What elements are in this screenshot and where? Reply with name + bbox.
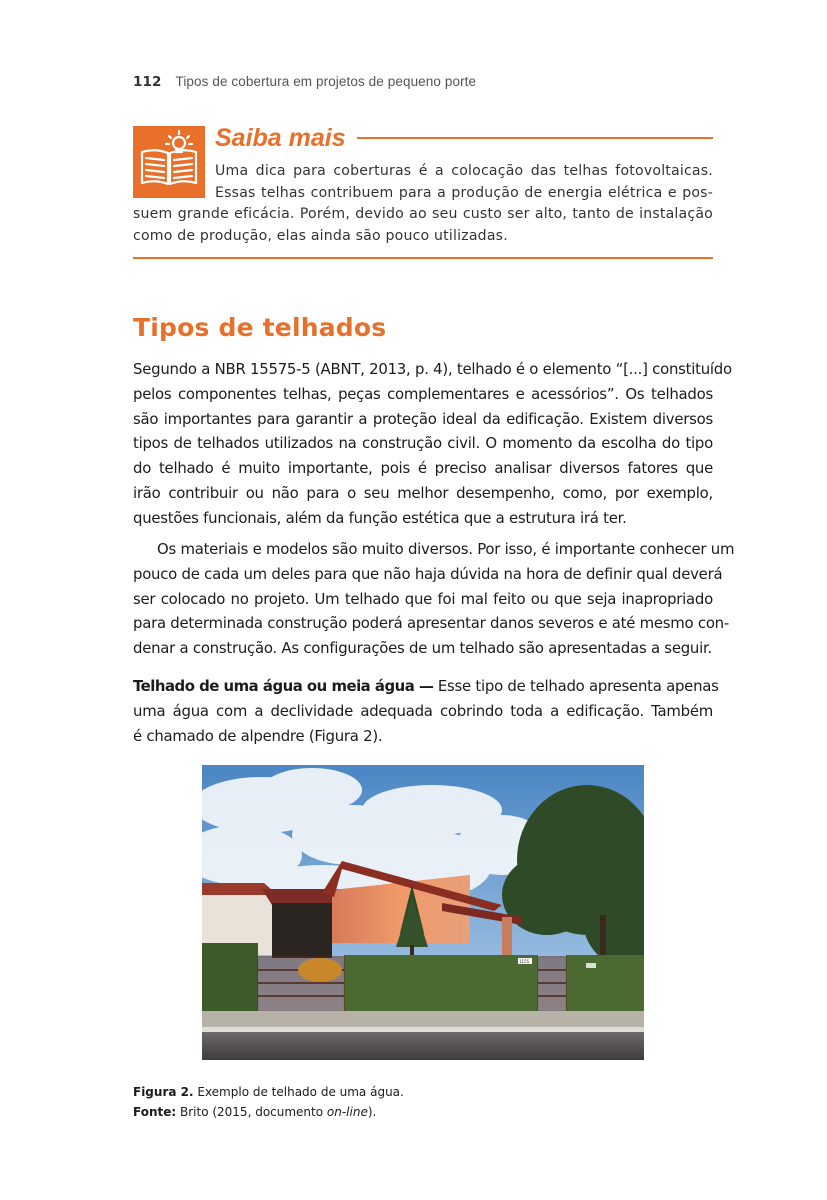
page-number: 112 (133, 74, 162, 90)
text-line: irão contribuir ou não para o seu melhor desempenho, como, por exemplo, (133, 483, 713, 502)
text-line: são importantes para garantir a proteção ideal da edificação. Existem diversos (133, 409, 713, 428)
caption-text: Exemplo de telhado de uma água. (193, 1085, 404, 1099)
caption-line (133, 1082, 404, 1102)
source-text-after: ). (367, 1105, 377, 1119)
running-title: Tipos de cobertura em projetos de pequeno porte (175, 74, 477, 89)
text-line: Os materiais e modelos são muito diversos. Por isso, é importante conhecer um (157, 540, 735, 558)
source-text-before: Brito (2015, documento (176, 1105, 327, 1119)
running-header (133, 74, 476, 90)
term-heading: Telhado de uma água ou meia água — (133, 677, 434, 695)
house-number: 1155 (519, 959, 530, 964)
text-line: uma água com a declividade adequada cobrindo toda a edificação. Também (133, 701, 713, 720)
figure-house-photo (202, 765, 644, 1060)
text-line: para determinada construção poderá apresentar danos severos e até mesmo con- (133, 614, 729, 633)
text-line: questões funcionais, além da função estética que a estrutura irá ter. (133, 508, 627, 527)
text-line: pouco de cada um deles para que não haja dúvida na hora de definir qual deverá (133, 564, 723, 583)
section-title: Tipos de telhados (133, 313, 387, 342)
paragraph-1 (133, 357, 732, 531)
text-line: Segundo a NBR 15575-5 (ABNT, 2013, p. 4), telhado é o elemento “[...] constituído (133, 360, 732, 378)
text-line: denar a construção. As configurações de um telhado são apresentadas a seguir. (133, 639, 712, 658)
source-line (133, 1102, 404, 1122)
term-line-rest: Esse tipo de telhado apresenta apenas (433, 677, 719, 695)
source-text-italic: on-line (326, 1105, 368, 1119)
paragraph-2 (133, 537, 735, 661)
paragraph-3 (133, 674, 719, 748)
text-line: do telhado é muito importante, pois é preciso analisar diversos fatores que (133, 459, 713, 478)
text-line: tipos de telhados utilizados na construção civil. O momento da escolha do tipo (133, 434, 713, 453)
source-label: Fonte: (133, 1105, 177, 1119)
caption-label: Figura 2. (133, 1085, 194, 1099)
text-line (133, 674, 719, 699)
callout-text (133, 161, 713, 247)
text-line: é chamado de alpendre (Figura 2). (133, 726, 383, 745)
callout-line: Essas telhas contribuem para a produção de energia elétrica e pos- (215, 184, 713, 201)
callout-line: como de produção, elas ainda são pouco utilizadas. (133, 227, 508, 244)
callout-line: Uma dica para coberturas é a colocação das telhas fotovoltaicas. (215, 163, 713, 179)
callout-line: suem grande eficácia. Porém, devido ao seu custo ser alto, tanto de instalação (133, 206, 713, 222)
text-line: ser colocado no projeto. Um telhado que foi mal feito ou que seja inapropriado (133, 589, 713, 608)
callout-title: Saiba mais (215, 124, 346, 152)
text-line: pelos componentes telhas, peças complementares e acessórios”. Os telhados (133, 384, 713, 403)
callout-rule-bottom (133, 257, 713, 259)
callout-rule-top (357, 137, 713, 139)
figure-caption (133, 1082, 404, 1122)
